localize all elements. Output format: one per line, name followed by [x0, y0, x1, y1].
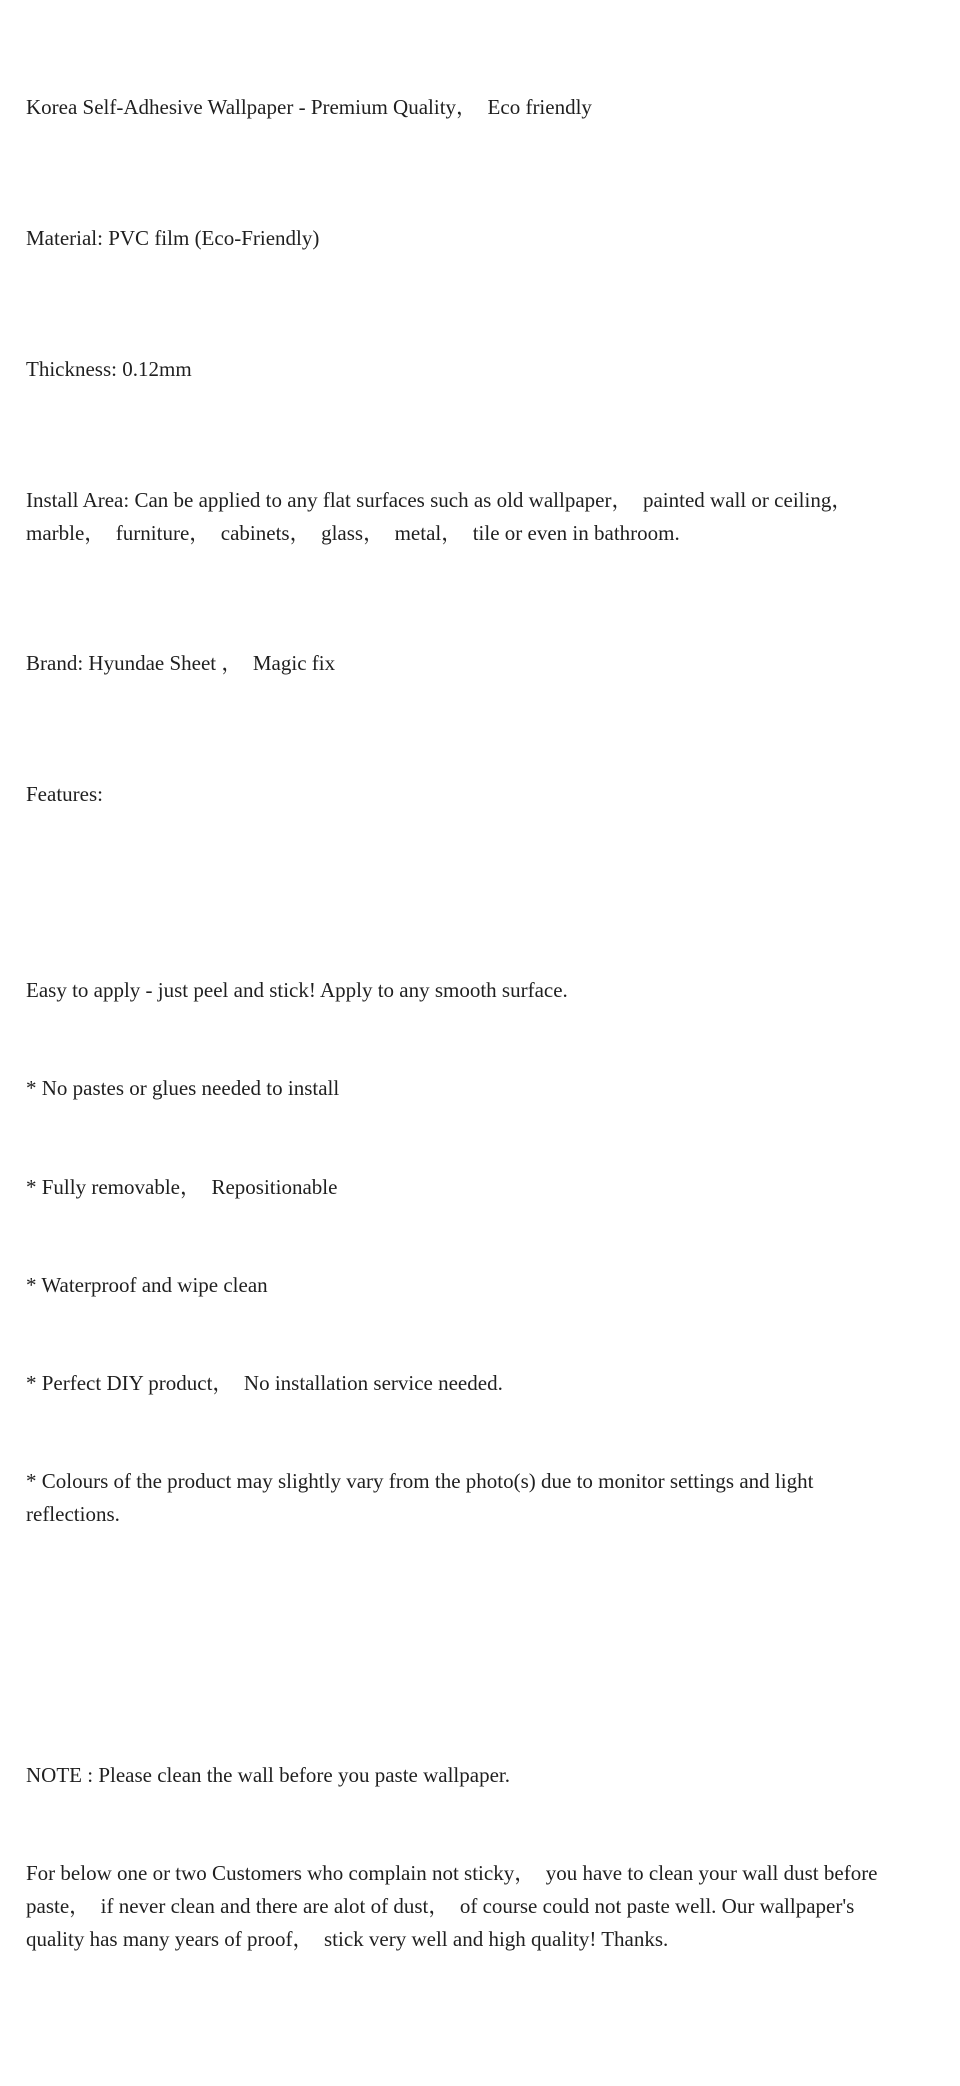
feature-item: * Colours of the product may slightly vary from the photo(s) due to monitor settings and light reflections.: [26, 1468, 819, 1526]
feature-item: * Fully removable， Repositionable: [26, 1174, 338, 1199]
note-line: NOTE : Please clean the wall before you paste wallpaper.: [26, 1763, 510, 1788]
brand-spec: Brand: Hyundae Sheet ， Magic fix: [26, 651, 336, 676]
product-title: Korea Self-Adhesive Wallpaper - Premium Quality， Eco friendly: [26, 95, 592, 120]
feature-item: * Waterproof and wipe clean: [26, 1272, 268, 1297]
install-area-spec: Install Area: Can be applied to any flat surfaces such as old wallpaper， painted wall or ceiling， marble， furniture， cabinets， glass， metal， tile or even in bathroom.: [26, 487, 863, 545]
feature-item: * Perfect DIY product， No installation service needed.: [26, 1370, 503, 1395]
features-list: [26, 909, 906, 1596]
features-heading: Features:: [26, 782, 103, 807]
feature-item: * No pastes or glues needed to install: [26, 1076, 340, 1101]
material-spec: Material: PVC film (Eco-Friendly): [26, 226, 320, 251]
thickness-spec: Thickness: 0.12mm: [26, 357, 192, 381]
features-intro: Easy to apply - just peel and stick! Apply to any smooth surface.: [26, 978, 568, 1003]
product-description: [26, 26, 906, 2086]
note-line: For below one or two Customers who complain not sticky， you have to clean your wall dust before paste， if never clean and there are alot of dust， of course could not paste well. Our wallpaper's quality has many years of proof， stick very well and high quality! Thanks.: [26, 1861, 883, 1951]
note-section: [26, 1694, 906, 2021]
